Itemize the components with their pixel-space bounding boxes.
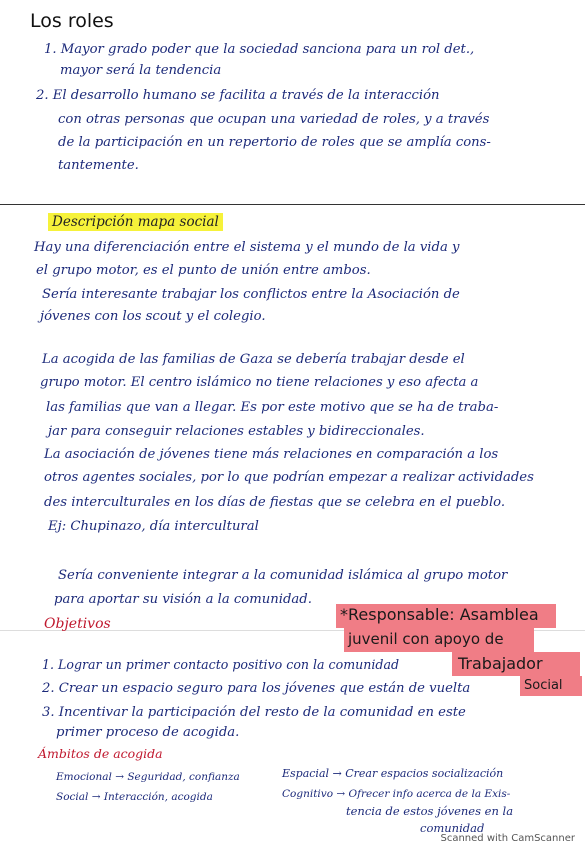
roles-line: mayor será la tendencia xyxy=(60,63,222,78)
roles-line: 2. El desarrollo humano se facilita a través de la interacción xyxy=(36,88,440,103)
objetivo-item: 1. Lograr un primer contacto positivo con la comunidad xyxy=(42,657,400,672)
mapa-line: Ej: Chupinazo, día intercultural xyxy=(48,519,259,534)
section-title-mapa-social: Descripción mapa social xyxy=(48,213,223,231)
roles-line: 1. Mayor grado poder que la sociedad sanciona para un rol det., xyxy=(44,42,475,57)
mapa-line: grupo motor. El centro islámico no tiene relaciones y eso afecta a xyxy=(40,375,479,390)
objetivo-item: 3. Incentivar la participación del resto de la comunidad en este xyxy=(42,705,466,720)
mapa-line: des interculturales en los días de fiestas que se celebra en el pueblo. xyxy=(44,495,506,510)
mapa-line: para aportar su visión a la comunidad. xyxy=(54,592,312,607)
ambito-item: Cognitivo → Ofrecer info acerca de la Exis- xyxy=(282,788,511,800)
ambito-item: comunidad xyxy=(420,821,485,835)
responsable-text: Social xyxy=(524,678,563,693)
mapa-line: La asociación de jóvenes tiene más relaciones en comparación a los xyxy=(44,447,499,462)
mapa-line: jar para conseguir relaciones estables y bidireccionales. xyxy=(48,424,425,439)
scanner-watermark: Scanned with CamScanner xyxy=(440,833,575,844)
objetivo-item: primer proceso de acogida. xyxy=(56,725,240,740)
mapa-line: Hay una diferenciación entre el sistema y el mundo de la vida y xyxy=(34,240,460,255)
ambito-item: Emocional → Seguridad, confianza xyxy=(56,771,240,783)
ambito-item: Social → Interacción, acogida xyxy=(56,791,213,803)
mapa-line: Sería interesante trabajar los conflictos entre la Asociación de xyxy=(42,287,460,302)
responsable-text: *Responsable: Asamblea xyxy=(340,605,539,624)
mapa-line: jóvenes con los scout y el colegio. xyxy=(40,309,266,324)
roles-line: con otras personas que ocupan una variedad de roles, y a través xyxy=(58,112,490,127)
ambito-item: tencia de estos jóvenes en la xyxy=(346,804,514,818)
mapa-line: el grupo motor, es el punto de unión entre ambos. xyxy=(36,263,371,278)
mapa-line: La acogida de las familias de Gaza se debería trabajar desde el xyxy=(42,352,465,367)
section-title-objetivos: Objetivos xyxy=(44,616,111,632)
ambito-item: Espacial → Crear espacios socialización xyxy=(282,767,504,780)
roles-line: tantemente. xyxy=(58,158,139,173)
mapa-line: Sería conveniente integrar a la comunidad islámica al grupo motor xyxy=(58,568,508,583)
section-title-roles: Los roles xyxy=(30,10,114,32)
responsable-text: juvenil con apoyo de xyxy=(348,630,504,648)
page-divider xyxy=(0,204,585,205)
roles-line: de la participación en un repertorio de roles que se amplía cons- xyxy=(58,135,491,150)
mapa-line: las familias que van a llegar. Es por este motivo que se ha de traba- xyxy=(46,400,499,415)
section-title-ambitos: Ámbitos de acogida xyxy=(38,746,163,761)
objetivo-item: 2. Crear un espacio seguro para los jóvenes que están de vuelta xyxy=(42,681,471,696)
responsable-text: Trabajador xyxy=(458,654,543,673)
mapa-line: otros agentes sociales, por lo que podrían empezar a realizar actividades xyxy=(44,470,534,485)
